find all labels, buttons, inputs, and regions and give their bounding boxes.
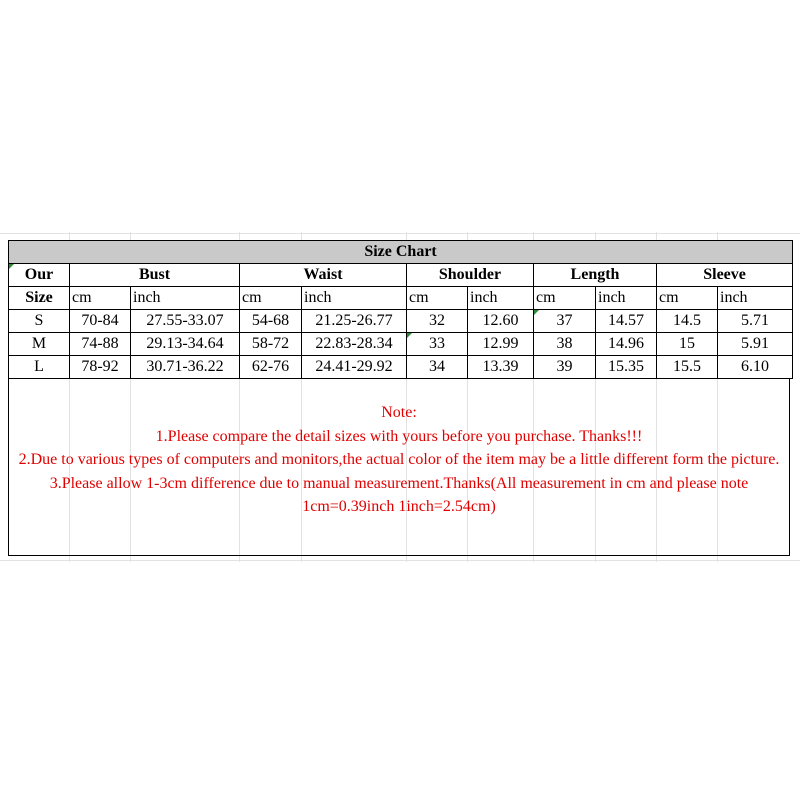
unit-inch: inch	[302, 287, 407, 310]
unit-row	[9, 287, 793, 310]
sleeve-inch-cell: 5.71	[718, 310, 793, 333]
unit-cm: cm	[407, 287, 468, 310]
sleeve-inch-cell: 5.91	[718, 333, 793, 356]
length-inch-cell: 14.57	[596, 310, 657, 333]
shoulder-cm-cell: 33	[407, 333, 468, 356]
waist-inch-cell: 24.41-29.92	[302, 356, 407, 379]
note-line-2: 2.Due to various types of computers and monitors,the actual color of the item may be a little different form the picture.	[18, 451, 780, 468]
unit-cm: cm	[240, 287, 302, 310]
group-header-length: Length	[534, 264, 657, 287]
size-cell: L	[9, 356, 70, 379]
unit-cm: cm	[534, 287, 596, 310]
shoulder-inch-cell: 12.60	[468, 310, 534, 333]
gridline	[0, 233, 800, 234]
shoulder-inch-cell: 13.39	[468, 356, 534, 379]
length-inch-cell: 15.35	[596, 356, 657, 379]
size-table	[8, 240, 793, 379]
title-row	[9, 241, 793, 264]
note-heading: Note:	[381, 404, 417, 421]
header-row	[9, 264, 793, 287]
bust-cm-cell: 74-88	[70, 333, 131, 356]
waist-cm-cell: 54-68	[240, 310, 302, 333]
length-cm-cell: 39	[534, 356, 596, 379]
bust-cm-cell: 70-84	[70, 310, 131, 333]
bust-inch-cell: 27.55-33.07	[131, 310, 240, 333]
group-header-bust: Bust	[70, 264, 240, 287]
group-header-waist: Waist	[240, 264, 407, 287]
group-header-shoulder: Shoulder	[407, 264, 534, 287]
sleeve-cm-cell: 15	[657, 333, 718, 356]
table-row	[9, 333, 793, 356]
shoulder-cm-cell: 32	[407, 310, 468, 333]
bust-inch-cell: 30.71-36.22	[131, 356, 240, 379]
note-line-1: 1.Please compare the detail sizes with yours before you purchase. Thanks!!!	[155, 427, 643, 445]
shoulder-cm-cell: 34	[407, 356, 468, 379]
unit-inch: inch	[718, 287, 793, 310]
length-cm-cell: 37	[534, 310, 596, 333]
waist-cm-cell: 58-72	[240, 333, 302, 356]
notes-box	[8, 379, 790, 556]
waist-cm-cell: 62-76	[240, 356, 302, 379]
gridline	[0, 560, 800, 561]
unit-cm: cm	[657, 287, 718, 310]
length-inch-cell: 14.96	[596, 333, 657, 356]
table-row	[9, 356, 793, 379]
unit-inch: inch	[131, 287, 240, 310]
waist-inch-cell: 22.83-28.34	[302, 333, 407, 356]
waist-inch-cell: 21.25-26.77	[302, 310, 407, 333]
bust-cm-cell: 78-92	[70, 356, 131, 379]
shoulder-inch-cell: 12.99	[468, 333, 534, 356]
sleeve-cm-cell: 14.5	[657, 310, 718, 333]
unit-inch: inch	[468, 287, 534, 310]
sleeve-inch-cell: 6.10	[718, 356, 793, 379]
table-row	[9, 310, 793, 333]
chart-title: Size Chart	[9, 241, 793, 264]
size-cell: M	[9, 333, 70, 356]
note-line-3: 3.Please allow 1-3cm difference due to manual measurement.Thanks(All measurement in cm and please note 1cm=0.39inch 1inch=2.54cm)	[49, 474, 749, 515]
unit-inch: inch	[596, 287, 657, 310]
sleeve-cm-cell: 15.5	[657, 356, 718, 379]
bust-inch-cell: 29.13-34.64	[131, 333, 240, 356]
unit-cm: cm	[70, 287, 131, 310]
size-cell: S	[9, 310, 70, 333]
group-header-sleeve: Sleeve	[657, 264, 793, 287]
size-chart	[8, 240, 792, 556]
size-label-top: Our	[9, 264, 70, 287]
length-cm-cell: 38	[534, 333, 596, 356]
size-label-bottom: Size	[9, 287, 70, 310]
